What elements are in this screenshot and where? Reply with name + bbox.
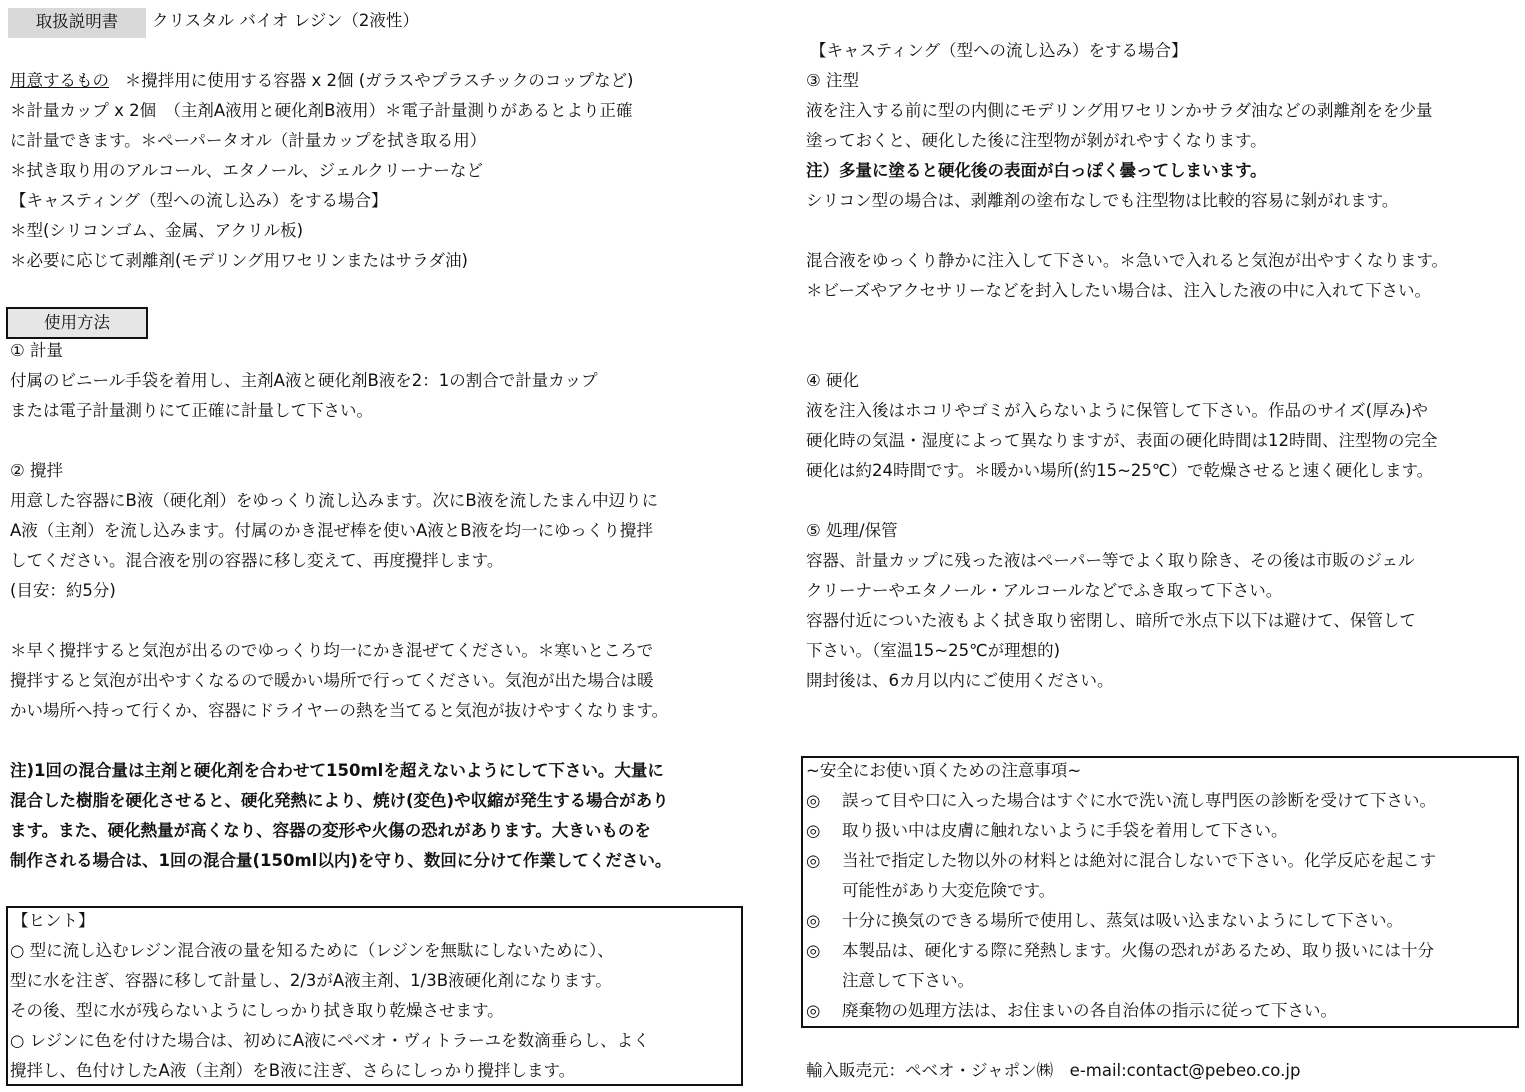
safety-item-3a: 当社で指定した物以外の材料とは絶対に混合しないで下さい。化学反応を起こす bbox=[842, 851, 1436, 870]
step3-title: ③ 注型 bbox=[806, 71, 860, 90]
hint-line5: 攪拌し、色付けしたA液（主剤）をB液に注ぎ、さらにしっかり攪拌します。 bbox=[10, 1061, 576, 1080]
step3-line4: シリコン型の場合は、剥離剤の塗布なしでも注型物は比較的容易に剝がれます。 bbox=[806, 191, 1399, 210]
safety-bullet-icon: ◎ bbox=[806, 821, 821, 840]
safety-title: ~安全にお使い頂くための注意事項~ bbox=[806, 761, 1082, 780]
prep-line1-row bbox=[10, 70, 633, 92]
safety-item-5a: 本製品は、硬化する際に発熱します。火傷の恐れがあるため、取り扱いには十分 bbox=[842, 941, 1435, 960]
step5-line2: クリーナーやエタノール・アルコールなどでふき取って下さい。 bbox=[806, 581, 1283, 600]
usage-label: 使用方法 bbox=[6, 307, 148, 339]
hint-title: 【ヒント】 bbox=[12, 911, 95, 930]
step5-line5: 開封後は、6カ月以内にご使用ください。 bbox=[806, 671, 1114, 690]
safety-item-1: 誤って目や口に入った場合はすぐに水で洗い流し専門医の診断を受けて下さい。 bbox=[842, 791, 1436, 810]
note-line3: かい場所へ持って行くか、容器にドライヤーの熱を当てると気泡が抜けやすくなります。 bbox=[10, 701, 669, 720]
safety-bullet-icon: ◎ bbox=[806, 1001, 821, 1020]
hint-line3: その後、型に水が残らないようにしっかり拭き取り乾燥させます。 bbox=[10, 1001, 504, 1020]
step2-line4: (目安：約5分) bbox=[10, 581, 116, 600]
step3-line6: ＊ビーズやアクセサリーなどを封入したい場合は、注入した液の中に入れて下さい。 bbox=[806, 281, 1432, 300]
step4-line2: 硬化時の気温・湿度によって異なりますが、表面の硬化時間は12時間、注型物の完全 bbox=[806, 431, 1438, 450]
step3-line3: 注）多量に塗ると硬化後の表面が白っぽく曇ってしまいます。 bbox=[806, 161, 1267, 180]
hint-line2: 型に水を注ぎ、容器に移して計量し、2/3がA液主剤、1/3B液硬化剤になります。 bbox=[10, 971, 612, 990]
note-line1: ＊早く攪拌すると気泡が出るのでゆっくり均一にかき混ぜてください。＊寒いところで bbox=[10, 641, 654, 660]
note-line2: 攪拌すると気泡が出やすくなるので暖かい場所で行ってください。気泡が出た場合は暖 bbox=[10, 671, 654, 690]
safety-item-3b: 可能性があり大変危険です。 bbox=[842, 881, 1056, 900]
step5-line3: 容器付近についた液もよく拭き取り密閉し、暗所で氷点下以下は避けて、保管して bbox=[806, 611, 1416, 630]
step2-title: ② 攪拌 bbox=[10, 461, 64, 480]
step5-line4: 下さい。（室温15~25℃が理想的) bbox=[806, 641, 1061, 660]
safety-bullet-icon: ◎ bbox=[806, 941, 821, 960]
warning-line2: 混合した樹脂を硬化させると、硬化発熱により、焼け(変色)や収縮が発生する場合があり bbox=[10, 791, 669, 810]
prep-line7: ＊必要に応じて剥離剤(モデリング用ワセリンまたはサラダ油) bbox=[10, 251, 468, 270]
safety-bullet-icon: ◎ bbox=[806, 791, 821, 810]
prep-line5: 【キャスティング（型への流し込み）をする場合】 bbox=[10, 191, 388, 210]
safety-item-5b: 注意して下さい。 bbox=[842, 971, 974, 990]
safety-bullet-icon: ◎ bbox=[806, 911, 821, 930]
hint-box bbox=[6, 906, 743, 1086]
step1-line1: 付属のビニール手袋を着用し、主剤A液と硬化剤B液を2：1の割合で計量カップ bbox=[10, 371, 598, 390]
warning-line4: 制作される場合は、1回の混合量(150ml以内)を守り、数回に分けて作業してください。 bbox=[10, 851, 672, 870]
step5-line1: 容器、計量カップに残った液はペーパー等でよく取り除き、その後は市販のジェル bbox=[806, 551, 1415, 570]
step3-line5: 混合液をゆっくり静かに注入して下さい。＊急いで入れると気泡が出やすくなります。 bbox=[806, 251, 1449, 270]
step3-line1: 液を注入する前に型の内側にモデリング用ワセリンかサラダ油などの剥離剤をを少量 bbox=[806, 101, 1433, 120]
prep-line2: ＊計量カップ x 2個 （主剤A液用と硬化剤B液用）＊電子計量測りがあるとより正確 bbox=[10, 101, 633, 120]
prep-heading: 用意するもの bbox=[10, 71, 109, 90]
prep-line1: ＊攪拌用に使用する容器 x 2個 (ガラスやプラスチックのコップなど) bbox=[124, 71, 634, 90]
document-label: 取扱説明書 bbox=[8, 8, 146, 38]
step5-title: ⑤ 処理/保管 bbox=[806, 521, 898, 540]
step1-line2: または電子計量測りにて正確に計量して下さい。 bbox=[10, 401, 373, 420]
step1-title: ① 計量 bbox=[10, 341, 64, 360]
hint-line1: ○ 型に流し込むレジン混合液の量を知るために（レジンを無駄にしないために）、 bbox=[10, 941, 614, 960]
step4-line1: 液を注入後はホコリやゴミが入らないように保管して下さい。作品のサイズ(厚み)や bbox=[806, 401, 1429, 420]
warning-line3: ます。また、硬化熱量が高くなり、容器の変形や火傷の恐れがあります。大きいものを bbox=[10, 821, 651, 840]
step2-line2: A液（主剤）を流し込みます。付属のかき混ぜ棒を使いA液とB液を均一にゆっくり攪拌 bbox=[10, 521, 653, 540]
product-title: クリスタル バイオ レジン（2液性） bbox=[152, 11, 419, 30]
warning-line1: 注)1回の混合量は主剤と硬化剤を合わせて150mlを超えないようにして下さい。大量に bbox=[10, 761, 664, 780]
importer-footer: 輸入販売元：ペベオ・ジャポン㈱ e-mail:contact@pebeo.co.jp bbox=[806, 1061, 1301, 1080]
prep-line6: ＊型(シリコンゴム、金属、アクリル板) bbox=[10, 221, 304, 240]
casting-heading: 【キャスティング（型への流し込み）をする場合】 bbox=[810, 41, 1188, 60]
safety-bullet-icon: ◎ bbox=[806, 851, 821, 870]
step2-line1: 用意した容器にB液（硬化剤）をゆっくり流し込みます。次にB液を流したまん中辺りに bbox=[10, 491, 659, 510]
safety-item-4: 十分に換気のできる場所で使用し、蒸気は吸い込まないようにして下さい。 bbox=[842, 911, 1403, 930]
step3-line2: 塗っておくと、硬化した後に注型物が剝がれやすくなります。 bbox=[806, 131, 1267, 150]
step4-title: ④ 硬化 bbox=[806, 371, 860, 390]
prep-line3: に計量できます。＊ペーパータオル（計量カップを拭き取る用） bbox=[10, 131, 487, 150]
prep-line4: ＊拭き取り用のアルコール、エタノール、ジェルクリーナーなど bbox=[10, 161, 483, 180]
safety-item-2: 取り扱い中は皮膚に触れないように手袋を着用して下さい。 bbox=[842, 821, 1288, 840]
step4-line3: 硬化は約24時間です。＊暖かい場所(約15~25℃）で乾燥させると速く硬化します。 bbox=[806, 461, 1434, 480]
hint-line4: ○ レジンに色を付けた場合は、初めにA液にペベオ・ヴィトラーユを数滴垂らし、よく bbox=[10, 1031, 650, 1050]
step2-line3: してください。混合液を別の容器に移し変えて、再度攪拌します。 bbox=[10, 551, 504, 570]
safety-item-6: 廃棄物の処理方法は、お住まいの各自治体の指示に従って下さい。 bbox=[842, 1001, 1337, 1020]
